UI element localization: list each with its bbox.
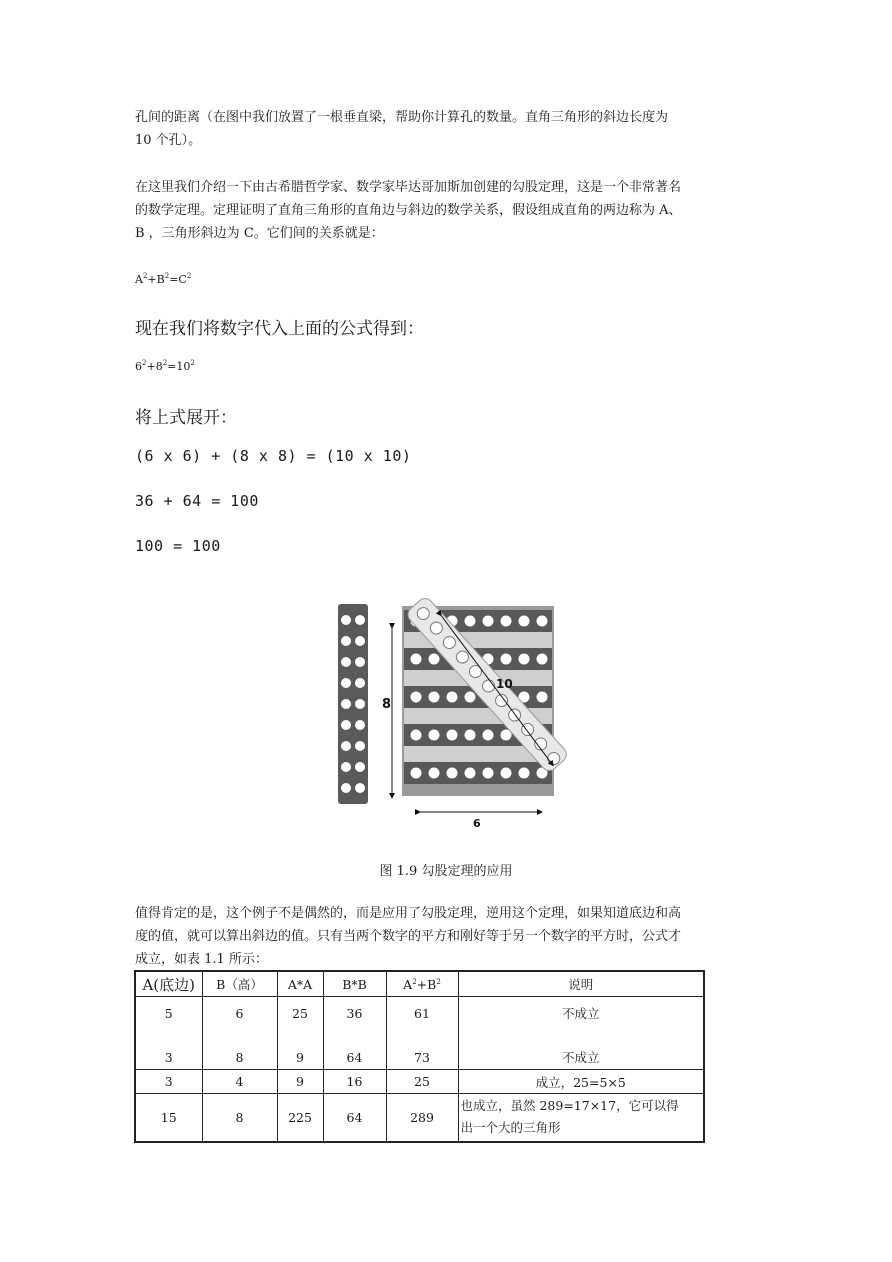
- paragraph-intro: [135, 106, 755, 152]
- header-cell: 说明: [458, 971, 704, 997]
- table-row: [135, 1094, 704, 1142]
- table-cell: 16: [323, 1070, 386, 1094]
- expansion-line-2: 36 + 64 = 100: [135, 492, 259, 510]
- beam-hole: [411, 692, 422, 703]
- table-cell: 25: [386, 1070, 458, 1094]
- pythagoras-table: [134, 970, 705, 1143]
- beam-hole: [355, 720, 365, 730]
- table-cell: 不成立 不成立: [458, 997, 704, 1070]
- table-cell: 289: [386, 1094, 458, 1142]
- paragraph-pythagoras: [135, 176, 755, 245]
- base-label: 6: [473, 817, 481, 830]
- beam-hole: [411, 730, 422, 741]
- header-cell: B*B: [323, 971, 386, 997]
- text-line: 度的值，就可以算出斜边的值。只有当两个数字的平方和刚好等于另一个数字的平方时，公式才: [135, 929, 682, 944]
- table-row: [135, 997, 704, 1070]
- header-cell: A(底边): [135, 971, 202, 997]
- text-line: 孔间的距离（在图中我们放置了一根垂直梁，帮助你计算孔的数量。直角三角形的斜边长度为: [135, 110, 669, 125]
- beam-hole: [341, 678, 351, 688]
- table-cell: 225: [277, 1094, 323, 1142]
- beam-hole: [355, 678, 365, 688]
- expansion-line-3: 100 = 100: [135, 537, 221, 555]
- header-cell: A*A: [277, 971, 323, 997]
- table-cell: 9: [277, 1070, 323, 1094]
- beam-hole: [483, 730, 494, 741]
- table-cell: 5 3: [135, 997, 202, 1070]
- table-row: [135, 1070, 704, 1094]
- beam-hole: [447, 730, 458, 741]
- text-line: 在这里我们介绍一下由古希腊哲学家、数学家毕达哥加斯加创建的勾股定理，这是一个非常著名: [135, 180, 682, 195]
- table-cell: 也成立，虽然 289=17×17，它可以得 出一个大的三角形: [458, 1094, 704, 1142]
- table-cell: 61 73: [386, 997, 458, 1070]
- table-cell: 3: [135, 1070, 202, 1094]
- beam-hole: [501, 616, 512, 627]
- beam-hole: [537, 692, 548, 703]
- text-line: 的数学定理。定理证明了直角三角形的直角边与斜边的数学关系，假设组成直角的两边称为 A、: [135, 203, 682, 218]
- table-cell: 25 9: [277, 997, 323, 1070]
- table-cell: 6 8: [202, 997, 277, 1070]
- beam-hole: [483, 616, 494, 627]
- beam-hole: [355, 762, 365, 772]
- hypotenuse-label: 10: [496, 677, 513, 691]
- text-line: 值得肯定的是，这个例子不是偶然的，而是应用了勾股定理，逆用这个定理，如果知道底边和高: [135, 906, 682, 921]
- formula-general: $A^2+B^2=C^2$: [135, 272, 192, 286]
- vertical-beam: [338, 604, 368, 804]
- pythagoras-lego-figure: [330, 598, 570, 833]
- beam-hole: [355, 699, 365, 709]
- expansion-line-1: (6 x 6) + (8 x 8) = (10 x 10): [135, 447, 412, 465]
- beam-hole: [465, 692, 476, 703]
- text-line: 成立，如表 1.1 所示：: [135, 952, 268, 967]
- beam-hole: [355, 741, 365, 751]
- beam-hole: [465, 768, 476, 779]
- table-cell: 36 64: [323, 997, 386, 1070]
- beam-hole: [519, 768, 530, 779]
- beam-hole: [341, 615, 351, 625]
- beam-hole: [519, 616, 530, 627]
- text-line: B ，三角形斜边为 C。它们间的关系就是：: [135, 226, 384, 241]
- beam-hole: [465, 616, 476, 627]
- table-header-row: [135, 971, 704, 997]
- beam-hole: [341, 720, 351, 730]
- beam-hole: [341, 636, 351, 646]
- table-cell: 4: [202, 1070, 277, 1094]
- beam-hole: [341, 741, 351, 751]
- beam-hole: [519, 654, 530, 665]
- header-cell: $A^2+B^2$: [386, 971, 458, 997]
- beam-hole: [355, 636, 365, 646]
- beam-hole: [411, 654, 422, 665]
- beam-hole: [355, 657, 365, 667]
- beam-hole: [355, 783, 365, 793]
- header-cell: B（高）: [202, 971, 277, 997]
- table-cell: 15: [135, 1094, 202, 1142]
- beam-hole: [465, 730, 476, 741]
- beam-hole: [429, 654, 440, 665]
- beam-hole: [447, 768, 458, 779]
- beam-hole: [341, 699, 351, 709]
- table-cell: 64: [323, 1094, 386, 1142]
- beam-hole: [501, 654, 512, 665]
- beam-hole: [355, 615, 365, 625]
- beam-hole: [429, 730, 440, 741]
- beam-hole: [537, 616, 548, 627]
- heading-substitute: 现在我们将数字代入上面的公式得到：: [135, 319, 424, 339]
- table-cell: 8: [202, 1094, 277, 1142]
- beam-hole: [411, 768, 422, 779]
- heading-expand: 将上式展开：: [135, 408, 237, 428]
- beam-hole: [537, 654, 548, 665]
- beam-hole: [501, 768, 512, 779]
- formula-numbers: $6^2+8^2=10^2$: [135, 359, 195, 373]
- figure-caption: 图 1.9 勾股定理的应用: [379, 864, 513, 879]
- beam-hole: [429, 692, 440, 703]
- beam-hole: [341, 657, 351, 667]
- horizontal-beam: [404, 762, 552, 784]
- text-line: 10 个孔）。: [135, 133, 202, 148]
- beam-hole: [483, 768, 494, 779]
- paragraph-conclusion: [135, 902, 755, 971]
- height-label: 8: [382, 697, 392, 712]
- beam-hole: [341, 762, 351, 772]
- beam-hole: [429, 768, 440, 779]
- table-cell: 成立，25=5×5: [458, 1070, 704, 1094]
- beam-hole: [447, 692, 458, 703]
- beam-hole: [341, 783, 351, 793]
